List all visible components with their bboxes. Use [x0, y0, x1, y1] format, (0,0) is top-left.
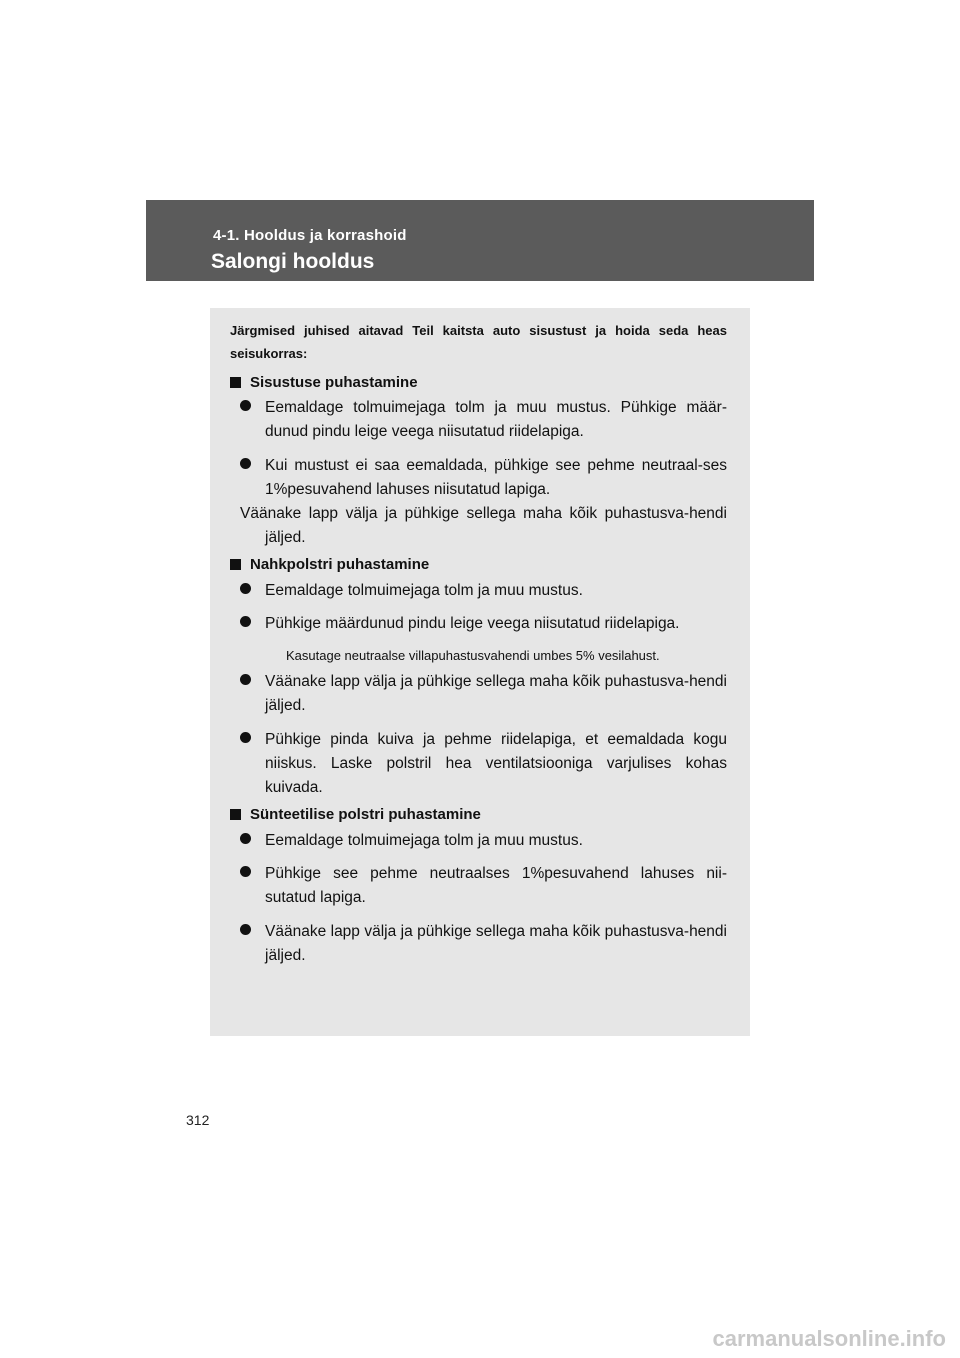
bullet-icon [240, 583, 251, 594]
list-item: Eemaldage tolmuimejaga tolm ja muu mustus. Pühkige määr-dunud pindu leige veega niisutatud riidelapiga. [240, 396, 727, 444]
watermark: carmanualsonline.info [712, 1326, 946, 1351]
list-item: Kui mustust ei saa eemaldada, pühkige see pehme neutraal-ses 1%pesuvahend lahuses niisutatud lapiga. [240, 454, 727, 502]
bullet-icon [240, 866, 251, 877]
page-number: 312 [186, 1112, 210, 1128]
square-bullet-icon [230, 559, 241, 570]
bullet-icon [240, 458, 251, 469]
list-item: Väänake lapp välja ja pühkige sellega maha kõik puhastusva-hendi jäljed. [240, 670, 727, 718]
list-item: Eemaldage tolmuimejaga tolm ja muu mustus. [240, 579, 727, 603]
section-heading-leather: Nahkpolstri puhastamine [230, 556, 429, 573]
bullet-icon [240, 833, 251, 844]
bullet-icon [240, 400, 251, 411]
page-title: Salongi hooldus [211, 250, 375, 273]
bullet-icon [240, 732, 251, 743]
section-heading-interior: Sisustuse puhastamine [230, 374, 418, 391]
list-item: Väänake lapp välja ja pühkige sellega maha kõik puhastusva-hendi jäljed. [240, 920, 727, 968]
chapter-header [146, 200, 814, 281]
section-heading-synthetic: Sünteetilise polstri puhastamine [230, 806, 481, 823]
note-text: Kasutage neutraalse villapuhastusvahendi umbes 5% vesilahust. [286, 648, 660, 663]
list-item: Pühkige pinda kuiva ja pehme riidelapiga, et eemaldada kogu niiskus. Laske polstril hea ventilatsiooniga varjulises kohas kuivada. [240, 728, 727, 800]
list-item: Pühkige see pehme neutraalses 1%pesuvahend lahuses nii-sutatud lapiga. [240, 862, 727, 910]
bullet-icon [240, 616, 251, 627]
content-box [210, 308, 750, 1036]
square-bullet-icon [230, 809, 241, 820]
bullet-icon [240, 674, 251, 685]
list-item-continuation: Väänake lapp välja ja pühkige sellega maha kõik puhastusva-hendi jäljed. [240, 505, 727, 546]
bullet-icon [240, 924, 251, 935]
intro-text: Järgmised juhised aitavad Teil kaitsta auto sisustust ja hoida seda heas seisukorras: [230, 323, 727, 361]
list-item: Eemaldage tolmuimejaga tolm ja muu mustus. [240, 829, 727, 853]
list-item: Pühkige määrdunud pindu leige veega niisutatud riidelapiga. [240, 612, 727, 636]
square-bullet-icon [230, 377, 241, 388]
section-label: 4-1. Hooldus ja korrashoid [213, 227, 407, 244]
